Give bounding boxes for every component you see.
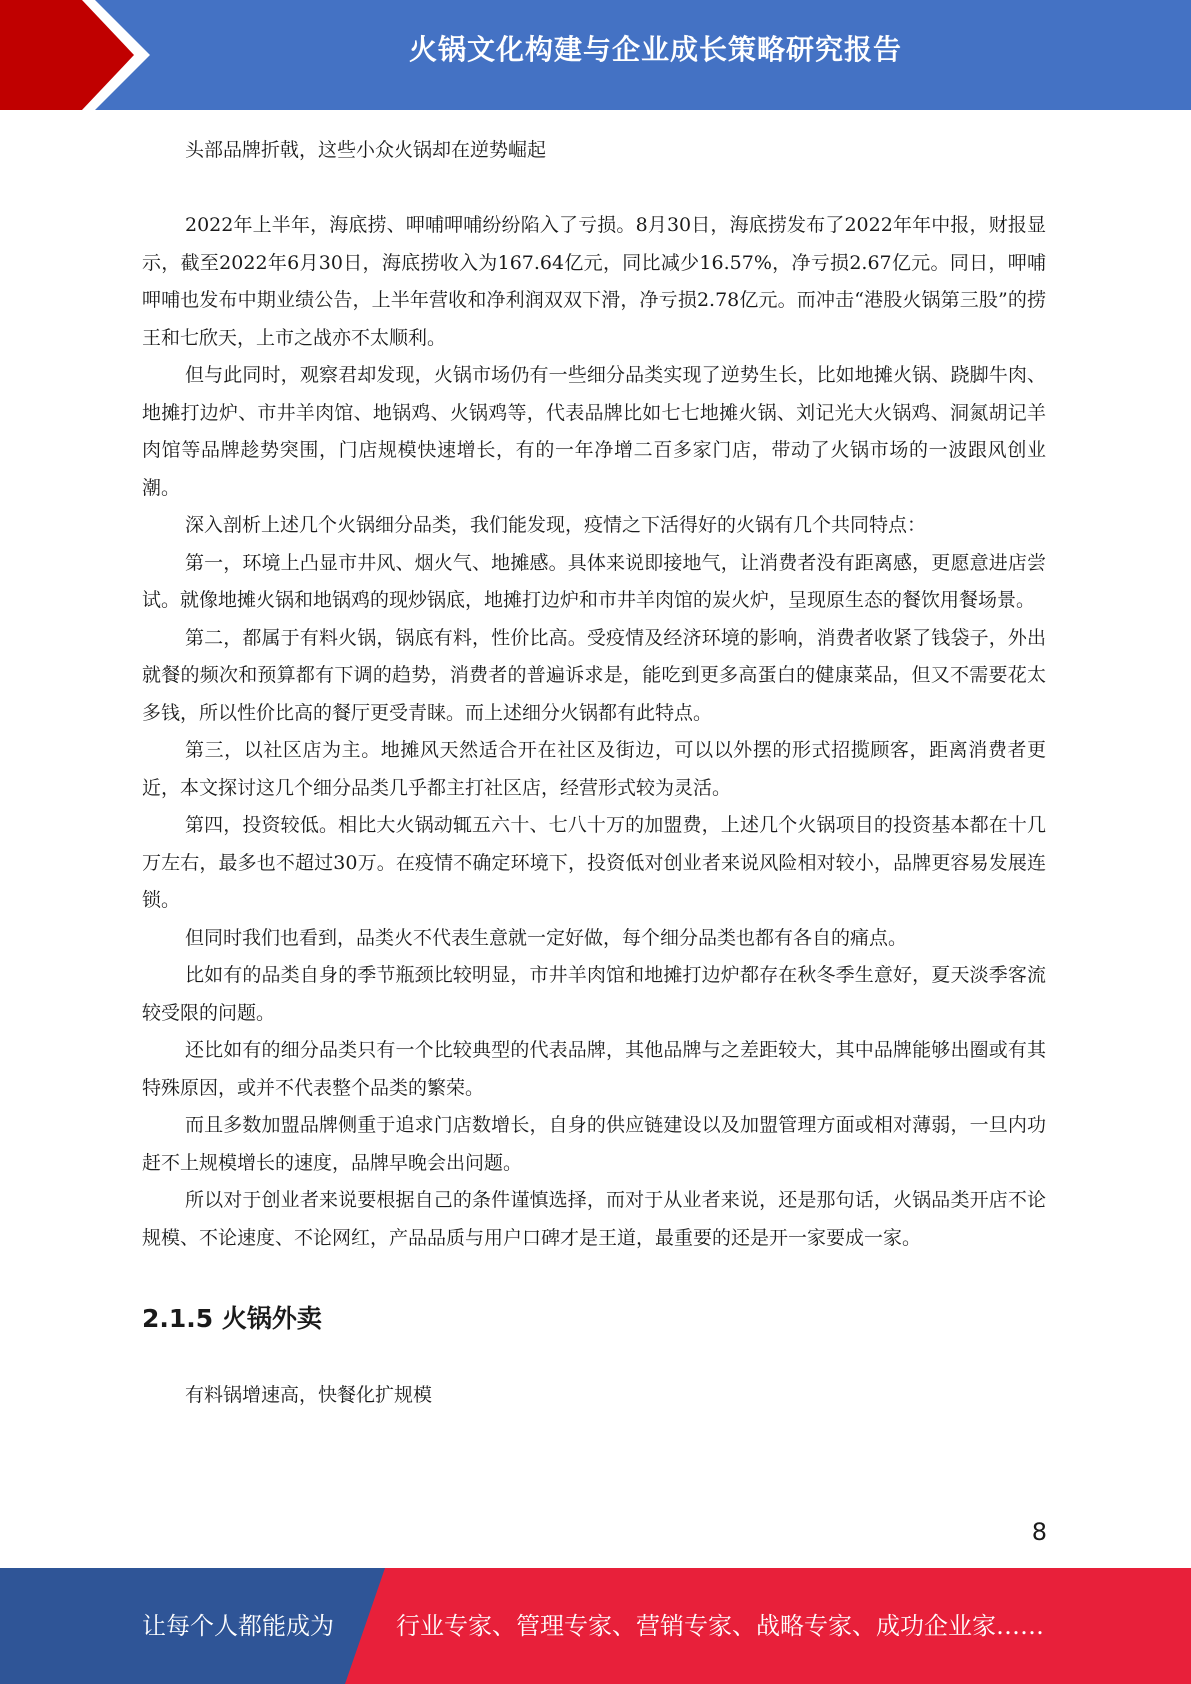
- paragraph: 第四，投资较低。相比大火锅动辄五六十、七八十万的加盟费，上述几个火锅项目的投资基本都在十几万左右，最多也不超过30万。在疫情不确定环境下，投资低对创业者来说风险相对较小，品牌更容易发展连锁。: [142, 814, 1046, 911]
- paragraph: 深入剖析上述几个火锅细分品类，我们能发现，疫情之下活得好的火锅有几个共同特点：: [185, 514, 927, 536]
- page-number: 8: [1031, 1518, 1047, 1546]
- paragraph: 而且多数加盟品牌侧重于追求门店数增长，自身的供应链建设以及加盟管理方面或相对薄弱，一旦内功赶不上规模增长的速度，品牌早晚会出问题。: [142, 1114, 1046, 1174]
- header-arrow-decoration: [0, 0, 160, 110]
- page-header: [0, 0, 1191, 110]
- paragraph: 第二，都属于有料火锅，锅底有料，性价比高。受疫情及经济环境的影响，消费者收紧了钱袋子，外出就餐的频次和预算都有下调的趋势，消费者的普遍诉求是，能吃到更多高蛋白的健康菜品，但又不需要花太多钱，所以性价比高的餐厅更受青睐。而上述细分火锅都有此特点。: [142, 626, 1046, 724]
- footer-slogan-right: 行业专家、管理专家、营销专家、战略专家、成功企业家……: [396, 1612, 1044, 1640]
- section-subtitle: 有料锅增速高，快餐化扩规模: [185, 1384, 433, 1406]
- paragraph: 但同时我们也看到，品类火不代表生意就一定好做，每个细分品类也都有各自的痛点。: [185, 926, 908, 949]
- article-subtitle: 头部品牌折戟，这些小众火锅却在逆势崛起: [185, 139, 547, 161]
- paragraph: 第三，以社区店为主。地摊风天然适合开在社区及街边，可以以外摆的形式招揽顾客，距离消费者更近，本文探讨这几个细分品类几乎都主打社区店，经营形式较为灵活。: [142, 739, 1046, 799]
- page-footer: [0, 1568, 1191, 1684]
- paragraph: 但与此同时，观察君却发现，火锅市场仍有一些细分品类实现了逆势生长，比如地摊火锅、跷脚牛肉、地摊打边炉、市井羊肉馆、地锅鸡、火锅鸡等，代表品牌比如七七地摊火锅、刘记光大火锅鸡、洞氮胡记羊肉馆等品牌趁势突围，门店规模快速增长，有的一年净增二百多家门店，带动了火锅市场的一波跟风创业潮。: [142, 364, 1046, 499]
- footer-slogan-left: 让每个人都能成为: [142, 1612, 334, 1640]
- paragraph: 第一，环境上凸显市井风、烟火气、地摊感。具体来说即接地气，让消费者没有距离感，更愿意进店尝试。就像地摊火锅和地锅鸡的现炒锅底，地摊打边炉和市井羊肉馆的炭火炉，呈现原生态的餐饮用餐场景。: [142, 551, 1046, 611]
- report-title: 火锅文化构建与企业成长策略研究报告: [408, 33, 902, 66]
- article-body: [142, 132, 1046, 1415]
- section-heading: 2.1.5 火锅外卖: [142, 1304, 322, 1333]
- paragraph: 所以对于创业者来说要根据自己的条件谨慎选择，而对于从业者来说，还是那句话，火锅品类开店不论规模、不论速度、不论网红，产品品质与用户口碑才是王道，最重要的还是开一家要成一家。: [142, 1189, 1046, 1249]
- paragraph: 还比如有的细分品类只有一个比较典型的代表品牌，其他品牌与之差距较大，其中品牌能够出圈或有其特殊原因，或并不代表整个品类的繁荣。: [142, 1039, 1046, 1099]
- paragraph: 2022年上半年，海底捞、呷哺呷哺纷纷陷入了亏损。8月30日，海底捞发布了2022年年中报，财报显示，截至2022年6月30日，海底捞收入为167.64亿元，同比减少16.57%，净亏损2.67亿元。同日，呷哺呷哺也发布中期业绩公告，上半年营收和净利润双双下滑，净亏损2.78亿元。而冲击“港股火锅第三股”的捞王和七欣天，上市之战亦不太顺利。: [142, 214, 1046, 349]
- paragraph: 比如有的品类自身的季节瓶颈比较明显，市井羊肉馆和地摊打边炉都存在秋冬季生意好，夏天淡季客流较受限的问题。: [142, 964, 1046, 1024]
